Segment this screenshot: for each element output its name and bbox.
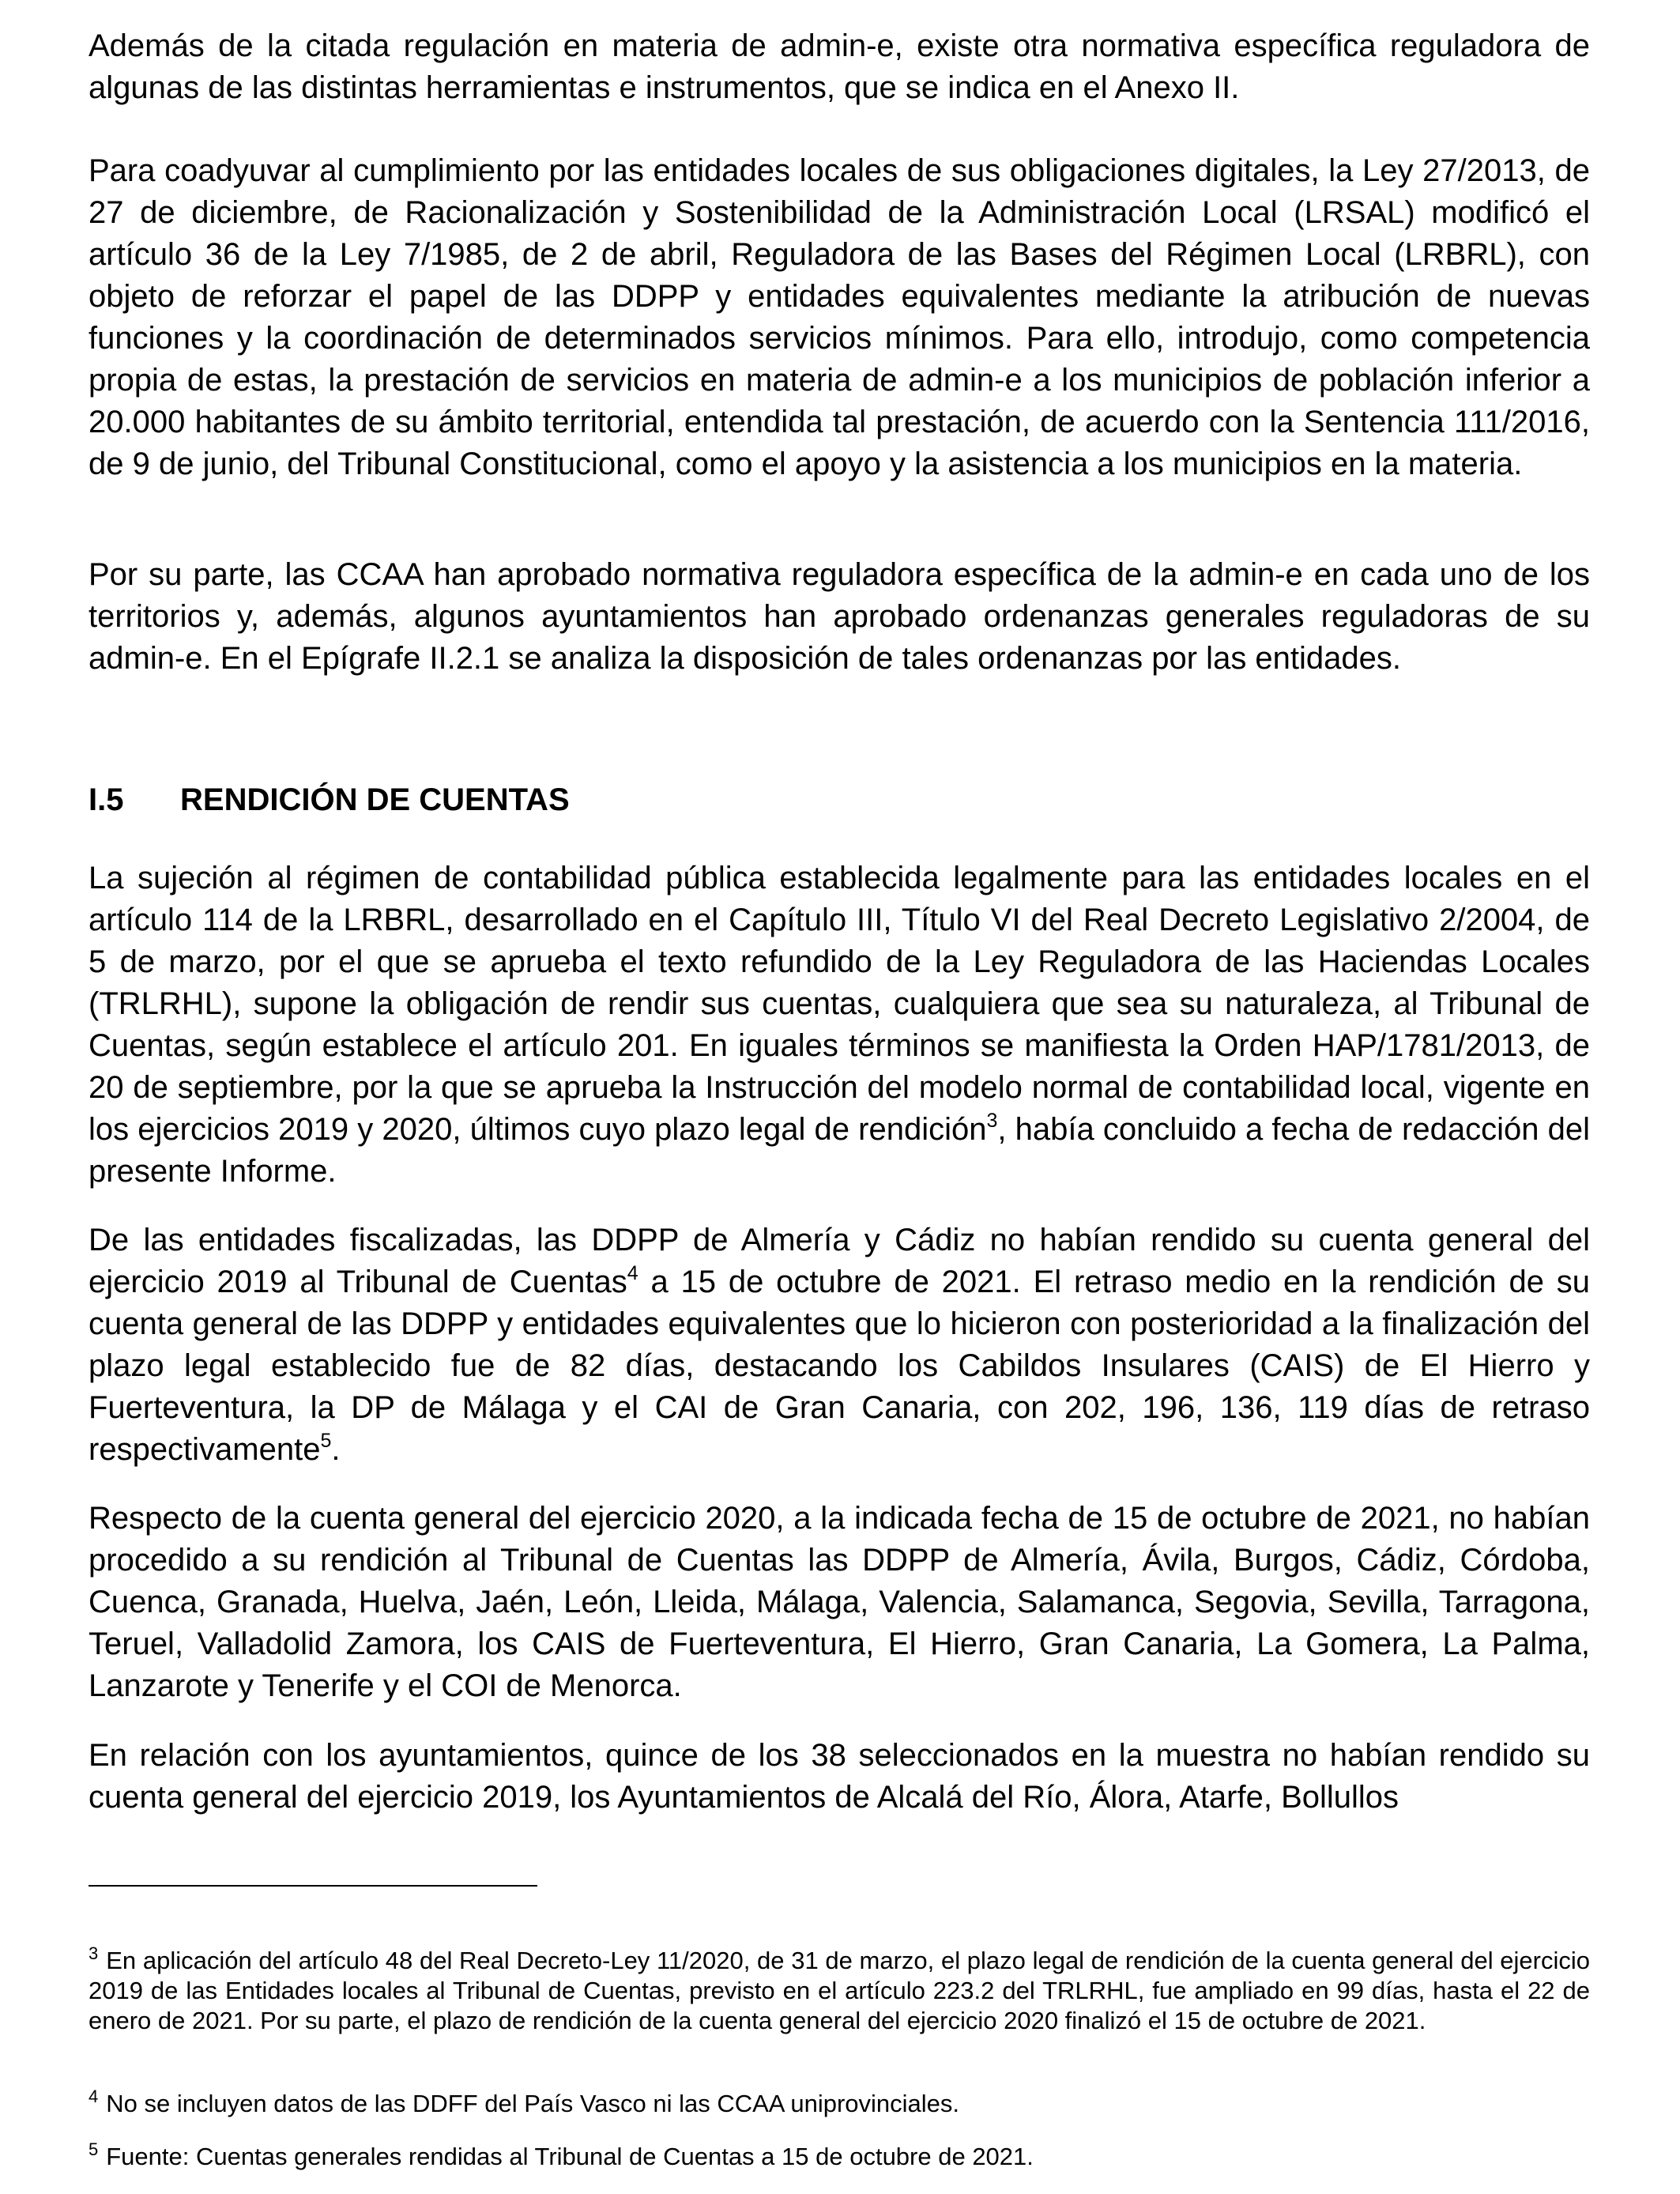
paragraph-text: a 15 de octubre de 2021. El retraso medio en la rendición de su cuenta general de las DDPP y entidades equivalentes que lo hicieron con posterioridad a la finalización del plazo legal establecido fue de 82 días, destacando los Cabildos Insulares (CAIS) de El Hierro y Fuerteventura, la DP de Málaga y el CAI de Gran Canaria, con 202, 196, 136, 119 días de retraso respectivamente bbox=[89, 1265, 1591, 1467]
footnote-number: 5 bbox=[89, 2139, 99, 2159]
paragraph-text: Además de la citada regulación en materia de admin-e, existe otra normativa específica reguladora de algunas de las distintas herramientas e instrumentos, que se indica en el Anexo II. bbox=[89, 28, 1590, 105]
paragraph-text: Por su parte, las CCAA han aprobado normativa reguladora específica de la admin-e en cada uno de los territorios y, además, algunos ayuntamientos han aprobado ordenanzas generales reguladoras de su admin-e. En el Epígrafe II.2.1 se analiza la disposición de tales ordenanzas por las entidades. bbox=[89, 557, 1590, 676]
paragraph-text: De las entidades fiscalizadas, las DDPP de Almería y Cádiz no habían rendido su cuenta general del ejercicio 2019 al Tribunal de Cuentas bbox=[89, 1223, 1590, 1299]
footnote-ref-4[interactable]: 4 bbox=[627, 1262, 638, 1284]
footnote-number: 4 bbox=[89, 2087, 99, 2106]
paragraph-ccaa bbox=[89, 554, 1590, 680]
paragraph-contabilidad bbox=[89, 858, 1590, 1193]
footnote-text: Fuente: Cuentas generales rendidas al Tribunal de Cuentas a 15 de octubre de 2021. bbox=[106, 2143, 1034, 2170]
paragraph-text: Respecto de la cuenta general del ejercicio 2020, a la indicada fecha de 15 de octubre de 2021, no habían procedido a su rendición al Tribunal de Cuentas las DDPP de Almería, Ávila, Burgos, Cádiz, Córdoba, Cuenca, Granada, Huelva, Jaén, León, Lleida, Málaga, Valencia, Salamanca, Segovia, Sevilla, Tarragona, Teruel, Valladolid Zamora, los CAIS de Fuerteventura, El Hierro, Gran Canaria, La Gomera, La Palma, Lanzarote y Tenerife y el COI de Menorca. bbox=[89, 1501, 1590, 1703]
paragraph-text: En relación con los ayuntamientos, quince de los 38 seleccionados en la muestra no habían rendido su cuenta general del ejercicio 2019, los Ayuntamientos de Alcalá del Río, Álora, Atarfe, Bollullos bbox=[89, 1738, 1590, 1815]
footnote-3 bbox=[89, 1943, 1590, 2036]
section-number: I.5 bbox=[89, 782, 124, 817]
paragraph-text: . bbox=[331, 1432, 341, 1467]
paragraph-lrsal bbox=[89, 150, 1590, 485]
footnote-separator bbox=[89, 1885, 537, 1887]
footnote-text: No se incluyen datos de las DDFF del País Vasco ni las CCAA uniprovinciales. bbox=[106, 2090, 960, 2117]
paragraph-ayuntamientos bbox=[89, 1735, 1590, 1819]
paragraph-entidades-fiscalizadas bbox=[89, 1220, 1590, 1471]
footnote-number: 3 bbox=[89, 1943, 99, 1963]
footnote-text: En aplicación del artículo 48 del Real Decreto-Ley 11/2020, de 31 de marzo, el plazo legal de rendición de la cuenta general del ejercicio 2019 de las Entidades locales al Tribunal de Cuentas, previsto en el artículo 223.2 del TRLRHL, fue ampliado en 99 días, hasta el 22 de enero de 2021. Por su parte, el plazo de rendición de la cuenta general del ejercicio 2020 finalizó el 15 de octubre de 2021. bbox=[89, 1947, 1590, 2034]
section-heading bbox=[89, 779, 1590, 821]
paragraph-text: Para coadyuvar al cumplimiento por las entidades locales de sus obligaciones digitales, la Ley 27/2013, de 27 de diciembre, de Racionalización y Sostenibilidad de la Administración Local (LRSAL) modificó el artículo 36 de la Ley 7/1985, de 2 de abril, Reguladora de las Bases del Régimen Local (LRBRL), con objeto de reforzar el papel de las DDPP y entidades equivalentes mediante la atribución de nuevas funciones y la coordinación de determinados servicios mínimos. Para ello, introdujo, como competencia propia de estas, la prestación de servicios en materia de admin-e a los municipios de población inferior a 20.000 habitantes de su ámbito territorial, entendida tal prestación, de acuerdo con la Sentencia 111/2016, de 9 de junio, del Tribunal Constitucional, como el apoyo y la asistencia a los municipios en la materia. bbox=[89, 153, 1590, 481]
section-title: RENDICIÓN DE CUENTAS bbox=[180, 782, 570, 817]
paragraph-anexo bbox=[89, 25, 1590, 109]
footnote-ref-3[interactable]: 3 bbox=[986, 1110, 998, 1132]
footnote-5 bbox=[89, 2139, 1590, 2172]
paragraph-text: La sujeción al régimen de contabilidad pública establecida legalmente para las entidades locales en el artículo 114 de la LRBRL, desarrollado en el Capítulo III, Título VI del Real Decreto Legislativo 2/2004, de 5 de marzo, por el que se aprueba el texto refundido de la Ley Reguladora de las Haciendas Locales (TRLRHL), supone la obligación de rendir sus cuentas, cualquiera que sea su naturaleza, al Tribunal de Cuentas, según establece el artículo 201. En iguales términos se manifiesta la Orden HAP/1781/2013, de 20 de septiembre, por la que se aprueba la Instrucción del modelo normal de contabilidad local, vigente en los ejercicios 2019 y 2020, últimos cuyo plazo legal de rendición bbox=[89, 861, 1590, 1147]
paragraph-text: , había concluido a fecha de redacción del presente Informe. bbox=[89, 1112, 1590, 1189]
footnote-ref-5[interactable]: 5 bbox=[320, 1430, 332, 1452]
footnote-4 bbox=[89, 2089, 1590, 2119]
paragraph-ejercicio-2020 bbox=[89, 1498, 1590, 1707]
